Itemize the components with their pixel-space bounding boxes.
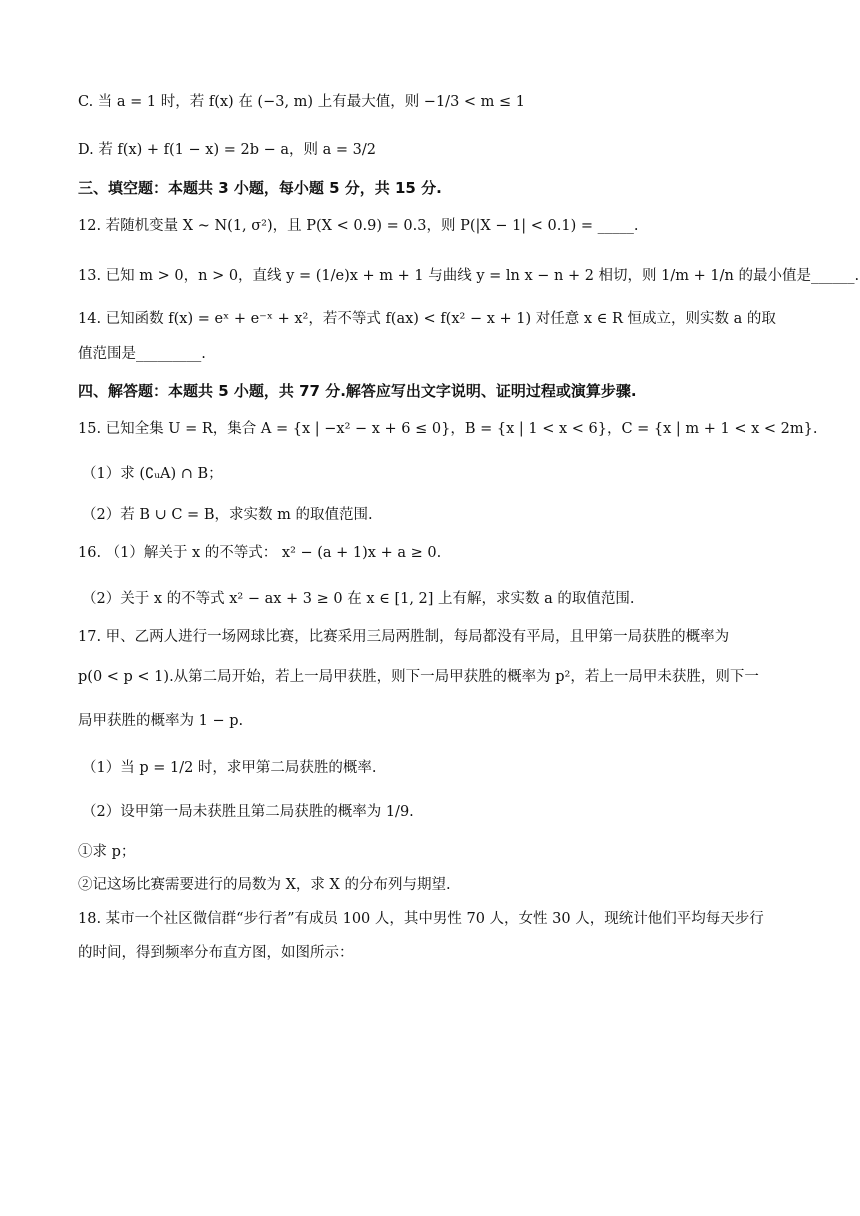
question-16-part-2: （2）关于 x 的不等式 x² − ax + 3 ≥ 0 在 x ∈ [1, 2] 上有解，求实数 a 的取值范围.: [82, 591, 635, 607]
question-15-part-2: （2）若 B ∪ C = B，求实数 m 的取值范围.: [82, 507, 373, 523]
question-18-line-1: 18. 某市一个社区微信群“步行者”有成员 100 人，其中男性 70 人，女性 30 人，现统计他们平均每天步行: [78, 911, 764, 927]
option-d: D. 若 f(x) + f(1 − x) = 2b − a，则 a = 3/2: [78, 142, 376, 158]
question-17-line-2: p(0 < p < 1).从第二局开始，若上一局甲获胜，则下一局甲获胜的概率为 p²，若上一局甲未获胜，则下一: [78, 669, 759, 685]
question-17-sub-2: ②记这场比赛需要进行的局数为 X，求 X 的分布列与期望.: [78, 877, 451, 893]
question-14-line-1: 14. 已知函数 f(x) = eˣ + e⁻ˣ + x²，若不等式 f(ax) < f(x² − x + 1) 对任意 x ∈ R 恒成立，则实数 a 的取: [78, 311, 776, 327]
question-17-line-1: 17. 甲、乙两人进行一场网球比赛，比赛采用三局两胜制，每局都没有平局，且甲第一局获胜的概率为: [78, 629, 730, 645]
question-12: 12. 若随机变量 X ~ N(1, σ²)，且 P(X < 0.9) = 0.3，则 P(|X − 1| < 0.1) = _____.: [78, 218, 639, 234]
option-c: C. 当 a = 1 时，若 f(x) 在 (−3, m) 上有最大值，则 −1/3 < m ≤ 1: [78, 94, 526, 110]
question-13: 13. 已知 m > 0，n > 0，直线 y = (1/e)x + m + 1 与曲线 y = ln x − n + 2 相切，则 1/m + 1/n 的最小值是______.: [78, 268, 860, 284]
question-18-line-2: 的时间，得到频率分布直方图，如图所示：: [78, 945, 354, 961]
section-fill-blank-heading: 三、填空题：本题共 3 小题，每小题 5 分，共 15 分.: [78, 179, 442, 197]
question-15-part-1: （1）求 (∁ᵤA) ∩ B；: [82, 466, 223, 482]
question-14-line-2: 值范围是_________.: [78, 346, 206, 362]
section-answer-heading: 四、解答题：本题共 5 小题，共 77 分.解答应写出文字说明、证明过程或演算步骤.: [78, 382, 637, 400]
question-17-part-2: （2）设甲第一局未获胜且第二局获胜的概率为 1/9.: [82, 804, 414, 820]
question-17-sub-1: ①求 p；: [78, 844, 136, 860]
question-17-line-3: 局甲获胜的概率为 1 − p.: [78, 713, 244, 729]
question-16-part-1: 16. （1）解关于 x 的不等式： x² − (a + 1)x + a ≥ 0.: [78, 545, 442, 561]
question-17-part-1: （1）当 p = 1/2 时，求甲第二局获胜的概率.: [82, 760, 377, 776]
question-15: 15. 已知全集 U = R，集合 A = {x | −x² − x + 6 ≤ 0}，B = {x | 1 < x < 6}，C = {x | m + 1 < x < 2m}.: [78, 421, 818, 437]
